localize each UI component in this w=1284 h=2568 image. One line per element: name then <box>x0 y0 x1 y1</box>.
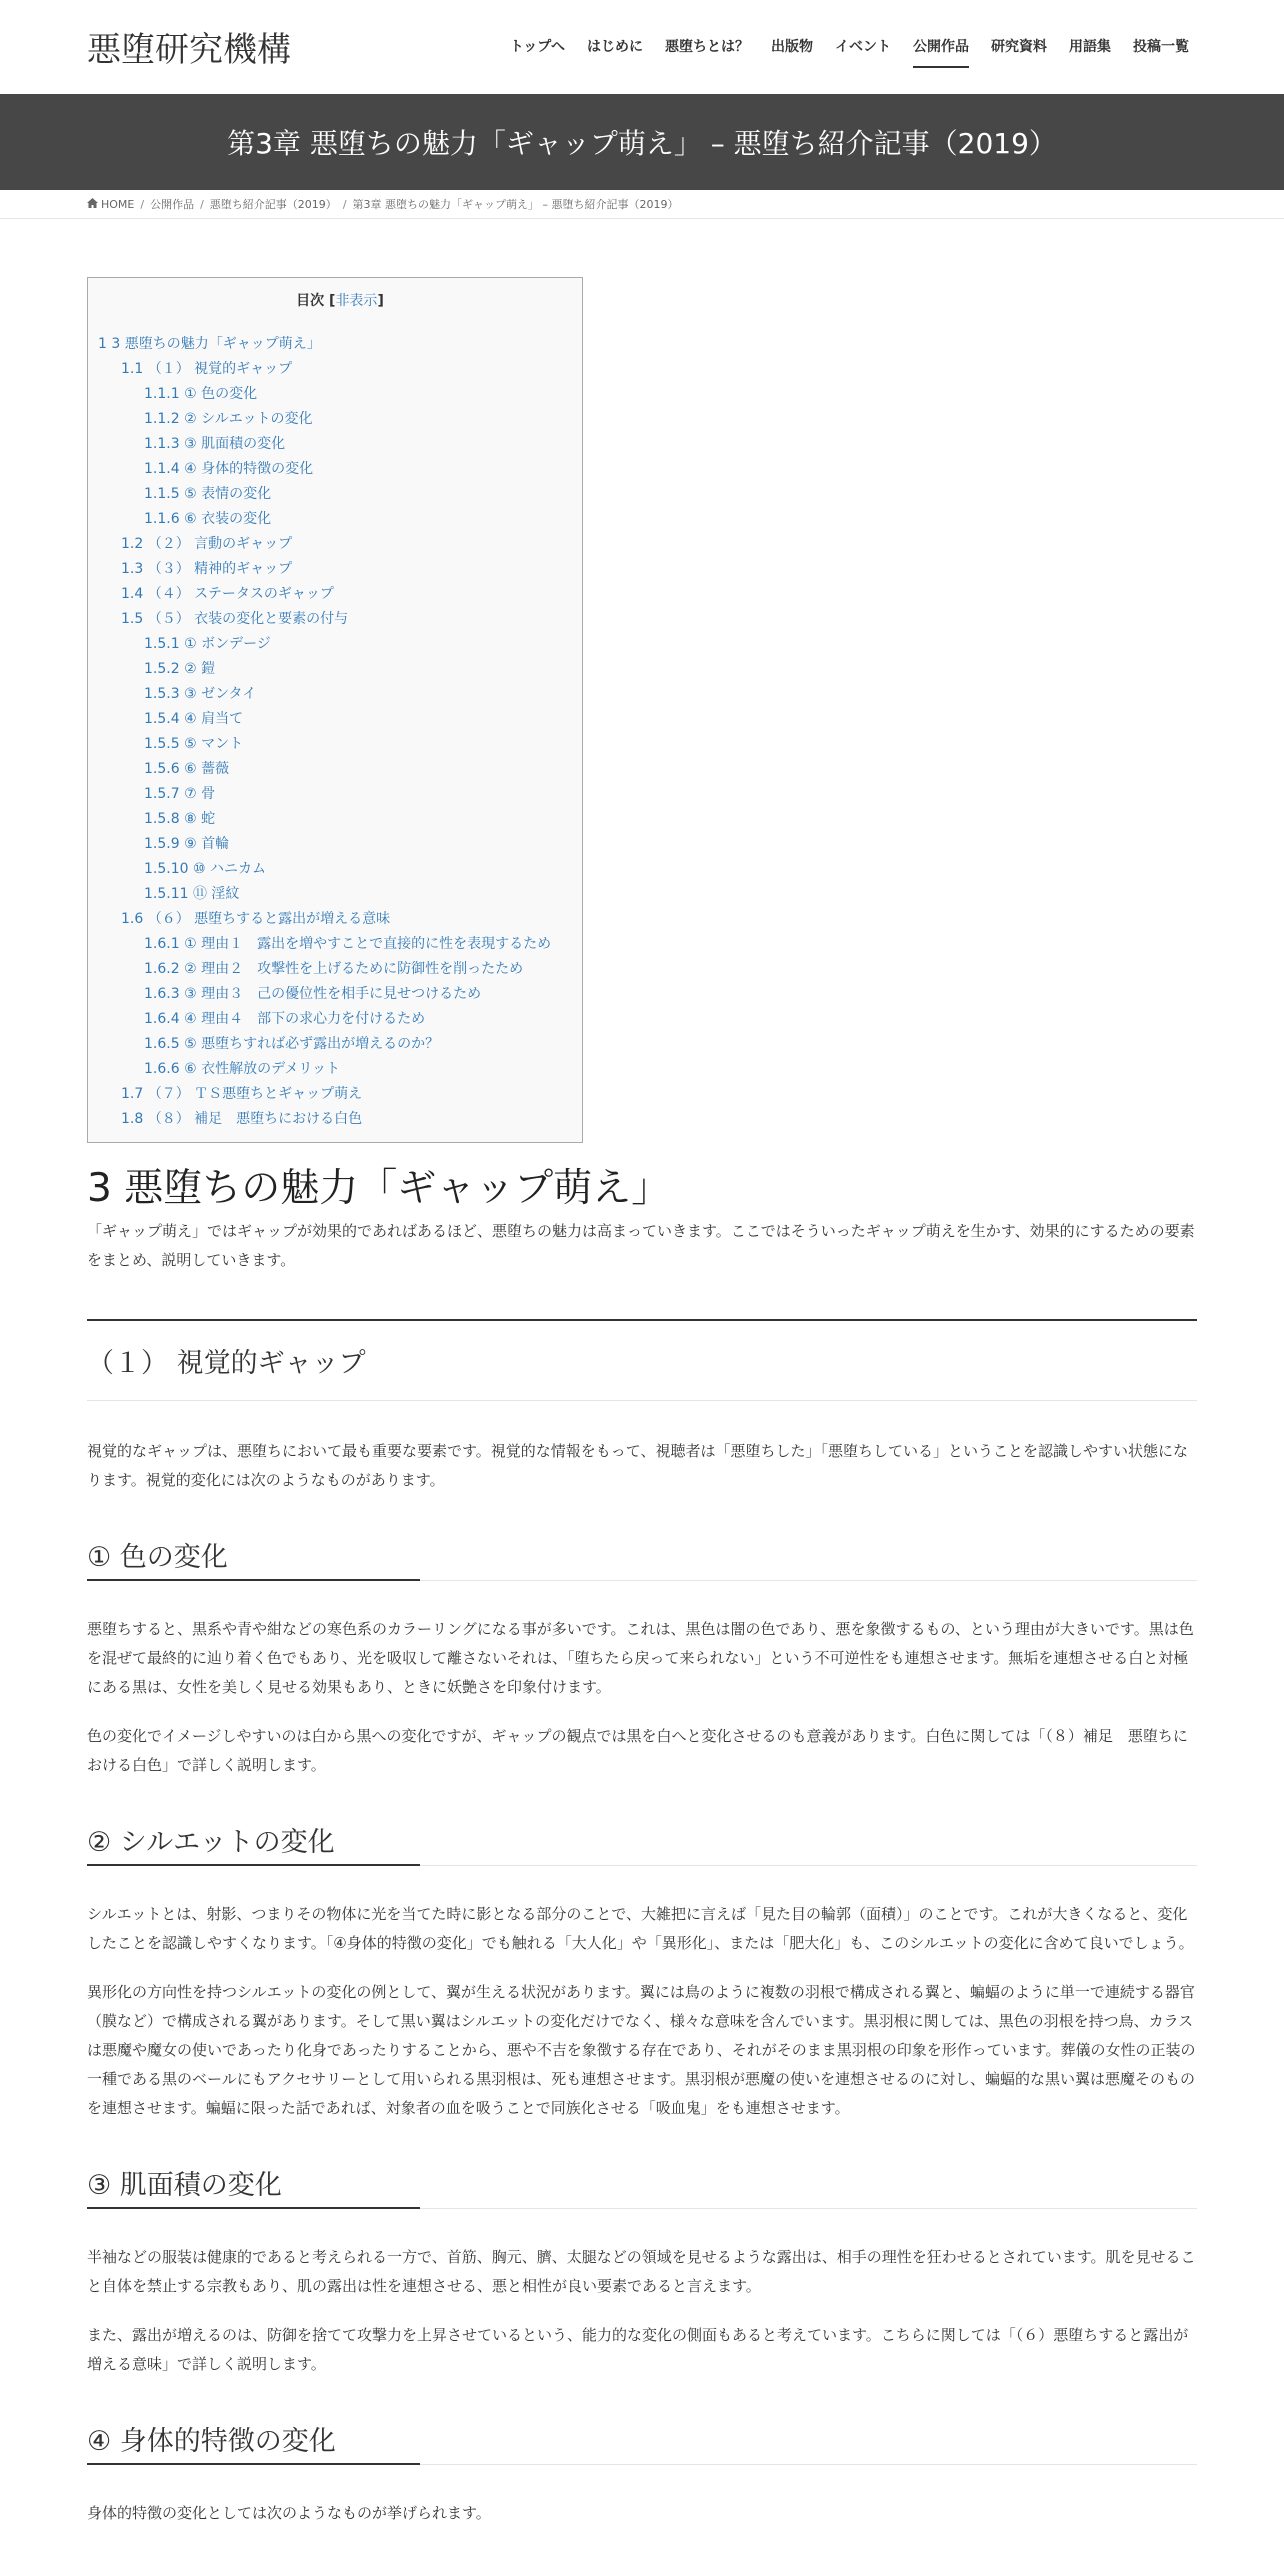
toc-item <box>98 932 582 957</box>
toc-link[interactable]: 1 3 悪堕ちの魅力「ギャップ萌え」 <box>98 336 321 352</box>
breadcrumb-series[interactable]: 悪堕ち紹介記事（2019） <box>209 198 337 211</box>
paragraph-color-1: 悪堕ちすると、黒系や青や紺などの寒色系のカラーリングになる事が多いです。これは、黒色は闇の色であり、悪を象徴するもの、という理由が大きいです。黒は色を混ぜて最終的に辿り着く色でもあり、光を吸収して離さないそれは、「堕ちたら戻って来られない」という不可逆性をも連想させます。無垢を連想させる白と対極にある黒は、女性を美しく見せる効果もあり、ときに妖艶さを印象付けます。 <box>87 1620 1194 1696</box>
breadcrumb-home[interactable]: HOME <box>101 197 135 211</box>
page-header <box>0 94 1284 190</box>
breadcrumb-separator: / <box>342 197 347 211</box>
toc-link[interactable]: 1.8 （８） 補足 悪堕ちにおける白色 <box>121 1111 363 1127</box>
site-header <box>0 0 1284 94</box>
paragraph-visual-gap: 視覚的なギャップは、悪堕ちにおいて最も重要な要素です。視覚的な情報をもって、視聴者は「悪堕ちした」「悪堕ちしている」ということを認識しやすい状態になります。視覚的変化には次のようなものがあります。 <box>87 1442 1189 1489</box>
site-logo[interactable]: 悪堕研究機構 <box>87 30 291 70</box>
toc-link[interactable]: 1.5.10 ⑩ ハニカム <box>144 861 266 877</box>
toc-item <box>98 957 582 982</box>
toc-link[interactable]: 1.6.5 ⑤ 悪堕ちすれば必ず露出が増えるのか？ <box>144 1036 440 1052</box>
toc-link[interactable]: 1.2 （２） 言動のギャップ <box>121 536 293 552</box>
toc-item <box>98 982 582 1007</box>
toc-link[interactable]: 1.6.1 ① 理由１ 露出を増やすことで直接的に性を表現するため <box>144 936 552 952</box>
nav-item-posts[interactable]: 投稿一覧 <box>1133 39 1189 55</box>
toc-link[interactable]: 1.5.7 ⑦ 骨 <box>144 786 216 802</box>
breadcrumb-separator: / <box>140 197 145 211</box>
paragraph-silhouette-2: 異形化の方向性を持つシルエットの変化の例として、翼が生える状況があります。翼には鳥のように複数の羽根で構成される翼と、蝙蝠のように単一で連続する器官（膜など）で構成される翼があります。そして黒い翼はシルエットの変化だけでなく、様々な意味を含んでいます。黒羽根に関しては、黒色の羽根を持つ鳥、カラスは悪魔や魔女の使いであったり化身であったりすることから、悪や不吉を象徴する存在であり、それがそのまま黒羽根の印象を形作っています。葬儀の女性の正装の一種である黒のベールにもアクセサリーとして用いられる黒羽根は、死も連想させます。黒羽根が悪魔の使いを連想させるのに対し、蝙蝠的な黒い翼は悪魔そのものを連想させます。蝙蝠に限った話であれば、対象者の血を吸うことで同族化させる「吸血鬼」をも連想させます。 <box>87 1983 1196 2117</box>
nav-item-glossary[interactable]: 用語集 <box>1069 39 1111 55</box>
toc-item <box>98 1007 582 1032</box>
toc-item <box>98 507 582 532</box>
toc-item <box>98 582 582 607</box>
nav-item-top[interactable]: トップへ <box>509 39 565 55</box>
toc-item <box>98 657 582 682</box>
toc-link[interactable]: 1.5.3 ③ ゼンタイ <box>144 686 257 702</box>
paragraph-color-2: 色の変化でイメージしやすいのは白から黒への変化ですが、ギャップの観点では黒を白へと変化させるのも意義があります。白色に関しては「（８）補足 悪堕ちにおける白色」で詳しく説明します。 <box>87 1727 1188 1774</box>
toc-link[interactable]: 1.7 （７） ＴＳ悪堕ちとギャップ萌え <box>121 1086 363 1102</box>
toc-item <box>98 557 582 582</box>
toc-link[interactable]: 1.5.2 ② 鎧 <box>144 661 216 677</box>
toc-link[interactable]: 1.1.4 ④ 身体的特徴の変化 <box>144 461 314 477</box>
paragraph-skin-1: 半袖などの服装は健康的であると考えられる一方で、首筋、胸元、臍、太腿などの領域を見せるような露出は、相手の理性を狂わせるとされています。肌を見せること自体を禁止する宗教もあり、肌の露出は性を連想させる、悪と相性が良い要素であると言えます。 <box>87 2248 1196 2295</box>
nav-item-publications[interactable]: 出版物 <box>771 39 813 55</box>
toc-link[interactable]: 1.3 （３） 精神的ギャップ <box>121 561 293 577</box>
paragraph-skin-2: また、露出が増えるのは、防御を捨てて攻撃力を上昇させているという、能力的な変化の側面もあると考えています。こちらに関しては「（６）悪堕ちすると露出が増える意味」で詳しく説明します。 <box>87 2326 1189 2373</box>
toc-link[interactable]: 1.4 （４） ステータスのギャップ <box>121 586 334 602</box>
breadcrumb-works[interactable]: 公開作品 <box>150 198 195 211</box>
toc-item <box>98 857 582 882</box>
toc-item <box>98 682 582 707</box>
toc-item <box>98 382 582 407</box>
toc-item <box>98 532 582 557</box>
toc-link[interactable]: 1.1.5 ⑤ 表情の変化 <box>144 486 272 502</box>
toc-item <box>98 357 582 382</box>
toc-link[interactable]: 1.1.6 ⑥ 衣装の変化 <box>144 511 272 527</box>
subheading-body-change: ④ 身体的特徴の変化 <box>87 2419 1197 2465</box>
paragraph-silhouette-1: シルエットとは、射影、つまりその物体に光を当てた時に影となる部分のことで、大雑把に言えば「見た目の輪郭（面積）」のことです。これが大きくなると、変化したことを認識しやすくなります。「④身体的特徴の変化」でも触れる「大人化」や「異形化」、または「肥大化」も、このシルエットの変化に含めて良いでしょう。 <box>87 1905 1194 1952</box>
toc-item <box>98 832 582 857</box>
toc-title: 目次 [非表示] <box>296 293 384 309</box>
toc-toggle[interactable]: 非表示 <box>335 293 378 309</box>
toc-link[interactable]: 1.5.8 ⑧ 蛇 <box>144 811 216 827</box>
chapter-heading: 3 悪堕ちの魅力「ギャップ萌え」 <box>87 1166 671 1211</box>
home-icon <box>87 198 98 211</box>
nav-item-research[interactable]: 研究資料 <box>991 39 1047 55</box>
toc-item <box>98 1107 582 1132</box>
toc-link[interactable]: 1.6.3 ③ 理由３ 己の優位性を相手に見せつけるため <box>144 986 482 1002</box>
toc-link[interactable]: 1.5 （５） 衣装の変化と要素の付与 <box>121 611 349 627</box>
toc-link[interactable]: 1.5.4 ④ 肩当て <box>144 711 244 727</box>
intro-paragraph: 「ギャップ萌え」ではギャップが効果的であればあるほど、悪堕ちの魅力は高まっていきます。ここではそういったギャップ萌えを生かす、効果的にするための要素をまとめ、説明していきます。 <box>87 1222 1195 1269</box>
toc-link[interactable]: 1.1 （１） 視覚的ギャップ <box>121 361 293 377</box>
breadcrumb-current: 第3章 悪堕ちの魅力「ギャップ萌え」 – 悪堕ち紹介記事（2019） <box>352 198 679 211</box>
toc-item <box>98 1082 582 1107</box>
toc-item <box>98 907 582 932</box>
toc-title-label: 目次 <box>296 293 325 309</box>
toc-item <box>98 757 582 782</box>
toc-link[interactable]: 1.5.1 ① ボンデージ <box>144 636 271 652</box>
toc-item <box>98 732 582 757</box>
toc-item <box>98 807 582 832</box>
toc-link[interactable]: 1.5.5 ⑤ マント <box>144 736 244 752</box>
toc-link[interactable]: 1.1.2 ② シルエットの変化 <box>144 411 313 427</box>
subheading-color-change: ① 色の変化 <box>87 1535 1197 1581</box>
toc-item <box>98 407 582 432</box>
toc-item <box>98 607 582 632</box>
toc-item <box>98 457 582 482</box>
toc-link[interactable]: 1.5.11 ⑪ 淫紋 <box>144 886 240 902</box>
toc-item <box>98 882 582 907</box>
nav-item-events[interactable]: イベント <box>835 39 891 55</box>
nav-item-works[interactable]: 公開作品 <box>913 36 969 68</box>
toc-link[interactable]: 1.6.6 ⑥ 衣性解放のデメリット <box>144 1061 340 1077</box>
main-content <box>87 219 1197 2528</box>
toc-link[interactable]: 1.1.1 ① 色の変化 <box>144 386 258 402</box>
nav-item-intro[interactable]: はじめに <box>587 39 643 55</box>
toc-link[interactable]: 1.6.2 ② 理由２ 攻撃性を上げるために防御性を削ったため <box>144 961 524 977</box>
subheading-silhouette-change: ② シルエットの変化 <box>87 1820 1197 1866</box>
toc-item <box>98 782 582 807</box>
toc-item <box>98 332 582 357</box>
toc-item <box>98 432 582 457</box>
breadcrumb <box>0 190 1284 219</box>
page-title: 第3章 悪堕ちの魅力「ギャップ萌え」 – 悪堕ち紹介記事（2019） <box>227 127 1057 160</box>
toc-link[interactable]: 1.5.6 ⑥ 薔薇 <box>144 761 230 777</box>
toc-item <box>98 632 582 657</box>
toc-list <box>98 332 582 1132</box>
toc-link[interactable]: 1.1.3 ③ 肌面積の変化 <box>144 436 286 452</box>
toc-item <box>98 1057 582 1082</box>
toc-link[interactable]: 1.6 （６） 悪堕ちすると露出が増える意味 <box>121 911 391 927</box>
breadcrumb-separator: / <box>200 197 204 211</box>
toc-item <box>98 707 582 732</box>
nav-item-about[interactable]: 悪堕ちとは？ <box>665 39 749 55</box>
toc-item <box>98 1032 582 1057</box>
table-of-contents <box>87 277 583 1143</box>
paragraph-body: 身体的特徴の変化としては次のようなものが挙げられます。 <box>87 2504 491 2522</box>
toc-item <box>98 482 582 507</box>
subheading-skin-area-change: ③ 肌面積の変化 <box>87 2163 1197 2209</box>
section-heading-visual-gap: （１） 視覚的ギャップ <box>87 1319 1197 1401</box>
global-nav <box>510 36 1189 68</box>
toc-link[interactable]: 1.6.4 ④ 理由４ 部下の求心力を付けるため <box>144 1011 426 1027</box>
toc-link[interactable]: 1.5.9 ⑨ 首輪 <box>144 836 230 852</box>
